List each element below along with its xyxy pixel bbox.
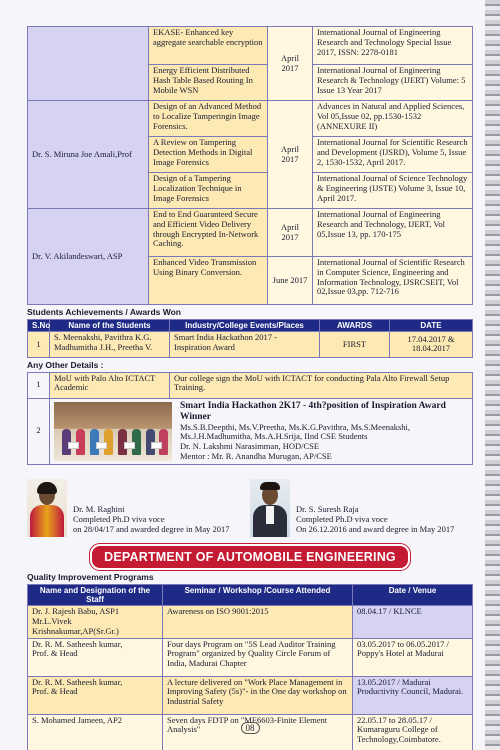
page-number-label: 08 bbox=[241, 722, 260, 734]
paper-publication: International Journal of Engineering Research and Technology Special Issue 2017, ISSN: 2278-0181 bbox=[313, 27, 473, 65]
paper-publication: International Journal of Scientific Research in Computer Science, Engineering and Information Technology, IJSRCSEIT, Vol 02,Issue 03,pp. 712-716 bbox=[313, 257, 473, 305]
paper-publication: Advances in Natural and Applied Sciences, Vol 05,Issue 02, pp.1530-1532 (ANNEXURE II) bbox=[313, 101, 473, 137]
hackathon-title: Smart India Hackathon 2K17 - 4th?position of Inspiration Award Winner bbox=[180, 400, 446, 422]
col-header: Name and Designation of the Staff bbox=[28, 584, 163, 605]
phd-name: Dr. M. Raghini bbox=[73, 504, 125, 515]
sno-cell: 1 bbox=[28, 331, 50, 357]
date-cell: 17.04.2017 & 18.04.2017 bbox=[390, 331, 473, 357]
paper-title: Enhanced Video Transmission Using Binary Conversion. bbox=[149, 257, 268, 305]
table-header-row bbox=[28, 584, 473, 605]
table-row bbox=[28, 638, 473, 676]
col-header: Name of the Students bbox=[50, 319, 170, 331]
mou-row bbox=[27, 372, 473, 399]
achievements-heading: Students Achievements / Awards Won bbox=[27, 307, 181, 317]
staff-cell: Dr. J. Rajesh Babu, ASP1 Mr.L.Vivek Krishnakumar,AP(Sr.Gr.) bbox=[28, 606, 163, 638]
venue-cell: 22.05.17 to 28.05.17 / Kumaraguru College of Technology,Coimbatore. bbox=[353, 714, 473, 750]
seminar-cell: Awareness on ISO 9001:2015 bbox=[163, 606, 353, 638]
phd-text bbox=[73, 505, 230, 536]
team-photo bbox=[54, 402, 172, 461]
table-row bbox=[28, 27, 473, 65]
phd-name: Dr. S. Suresh Raja bbox=[296, 504, 359, 515]
phd-item bbox=[250, 477, 473, 537]
staff-cell: Dr. R. M. Satheesh kumar, Prof. & Head bbox=[28, 638, 163, 676]
other-details-heading: Any Other Details : bbox=[27, 359, 104, 370]
seminar-cell: Four days Program on "5S Lead Auditor Training Program" organized by Quality Circle Forum of India, Madurai Chapter bbox=[163, 638, 353, 676]
qip-heading: Quality Improvement Programs bbox=[27, 572, 154, 583]
paper-date: April 2017 bbox=[268, 27, 313, 101]
paper-title: End to End Guaranteed Secure and Efficient Video Delivery through Encrypted In-Network Caching. bbox=[149, 209, 268, 257]
portrait-photo bbox=[27, 479, 67, 537]
paper-date: April 2017 bbox=[268, 101, 313, 209]
paper-publication: International Journal for Scientific Research and Development (IJSRD), Volume 5, Issue 2, 1530-1532, April 2017. bbox=[313, 137, 473, 173]
mou-title: MoU with Palo Alto ICTACT Academic bbox=[50, 373, 170, 398]
paper-title: Design of an Advanced Method to Localize Tamperingin Image Forensics. bbox=[149, 101, 268, 137]
seminar-cell: Seven days FDTP on "ME6603-Finite Element Analysis" bbox=[163, 714, 353, 750]
achievements-table bbox=[27, 319, 473, 358]
phd-item bbox=[27, 477, 250, 537]
col-header: S.No bbox=[28, 319, 50, 331]
faculty-cell bbox=[28, 27, 149, 101]
venue-cell: 13.05.2017 / Madurai Productivity Council, Madurai. bbox=[353, 676, 473, 714]
paper-publication: International Journal of Science Technology & Engineering (IJSTE) Volume 3, Issue 10, April 2017. bbox=[313, 173, 473, 209]
mou-description: Our college sign the MoU with ICTACT for conducting Pala Alto Firewall Setup Training. bbox=[170, 373, 472, 398]
col-header: Seminar / Workshop /Course Attended bbox=[163, 584, 353, 605]
table-row bbox=[28, 676, 473, 714]
phd-line: On 26.12.2016 and award degree in May 2017 bbox=[296, 523, 455, 534]
hackathon-line: Ms.S.B.Deepthi, Ms.V.Preetha, Ms.K.G.Pavithra, Ms.S.Meenakshi, bbox=[180, 421, 411, 432]
event-cell: Smart India Hackathon 2017 - Inspiration Award bbox=[170, 331, 320, 357]
seminar-cell: A lecture delivered on "Work Place Management in Improving Safety (5s)"- in the One day workshop on Industrial Safety bbox=[163, 676, 353, 714]
paper-title: A Review on Tampering Detection Methods in Digital Image Forensics bbox=[149, 137, 268, 173]
phd-section bbox=[27, 477, 473, 537]
page-number bbox=[0, 722, 500, 734]
paper-publication: International Journal of Engineering Research & Technology (IJERT) Volume: 5 Issue 13 Year 2017 bbox=[313, 65, 473, 101]
phd-line: Completed Ph.D viva voce bbox=[296, 514, 388, 525]
paper-date: April 2017 bbox=[268, 209, 313, 257]
portrait-photo bbox=[250, 479, 290, 537]
phd-text bbox=[296, 505, 454, 536]
staff-cell: S. Mohamed Jameen, AP2 bbox=[28, 714, 163, 750]
hackathon-text bbox=[176, 399, 472, 464]
paper-date: June 2017 bbox=[268, 257, 313, 305]
publications-table bbox=[27, 26, 473, 305]
venue-cell: 08.04.17 / KLNCE bbox=[353, 606, 473, 638]
staff-cell: Dr. R. M. Satheesh kumar, Prof. & Head bbox=[28, 676, 163, 714]
col-header: Date / Venue bbox=[353, 584, 473, 605]
row-number: 1 bbox=[28, 373, 50, 398]
table-row bbox=[28, 606, 473, 638]
hackathon-line: Dr. N. Lakshmi Narasimman, HOD/CSE bbox=[180, 441, 320, 452]
table-row bbox=[28, 331, 473, 357]
hackathon-line: Mentor : Mr. R. Anandha Murugan, AP/CSE bbox=[180, 450, 332, 461]
students-cell: S. Meenakshi, Pavithra K.G. Madhumitha J.H., Preetha V. bbox=[50, 331, 170, 357]
phd-line: on 28/04/17 and awarded degree in May 2017 bbox=[73, 523, 230, 534]
venue-cell: 03.05.2017 to 06.05.2017 / Poppy's Hotel at Madurai bbox=[353, 638, 473, 676]
department-banner: DEPARTMENT OF AUTOMOBILE ENGINEERING bbox=[90, 544, 410, 570]
hackathon-row bbox=[27, 399, 473, 465]
col-header: DATE bbox=[390, 319, 473, 331]
phd-line: Completed Ph.D viva voce bbox=[73, 514, 165, 525]
paper-title: Design of a Tampering Localization Technique in Image Forensics bbox=[149, 173, 268, 209]
table-row bbox=[28, 209, 473, 257]
row-number: 2 bbox=[28, 399, 50, 464]
hackathon-line: Ms.J.H.Madhumitha, Ms.A.H.Srija, IInd CSE Students bbox=[180, 431, 368, 442]
faculty-cell: Dr. S. Miruna Joe Amali,Prof bbox=[28, 101, 149, 209]
table-header-row bbox=[28, 319, 473, 331]
department-banner-wrap bbox=[27, 544, 473, 570]
col-header: AWARDS bbox=[320, 319, 390, 331]
paper-publication: International Journal of Engineering Research and Technology, IJERT, Vol 05,Issue 13, pp. 170-175 bbox=[313, 209, 473, 257]
award-cell: FIRST bbox=[320, 331, 390, 357]
table-row bbox=[28, 101, 473, 137]
paper-title: Energy Efficient Distributed Hash Table Based Routing In Mobile WSN bbox=[149, 65, 268, 101]
spiral-binding bbox=[485, 0, 500, 750]
paper-title: EKASE- Enhanced key aggregate searchable encryption bbox=[149, 27, 268, 65]
faculty-cell: Dr. V. Akilandeswari, ASP bbox=[28, 209, 149, 305]
col-header: Industry/College Events/Places bbox=[170, 319, 320, 331]
